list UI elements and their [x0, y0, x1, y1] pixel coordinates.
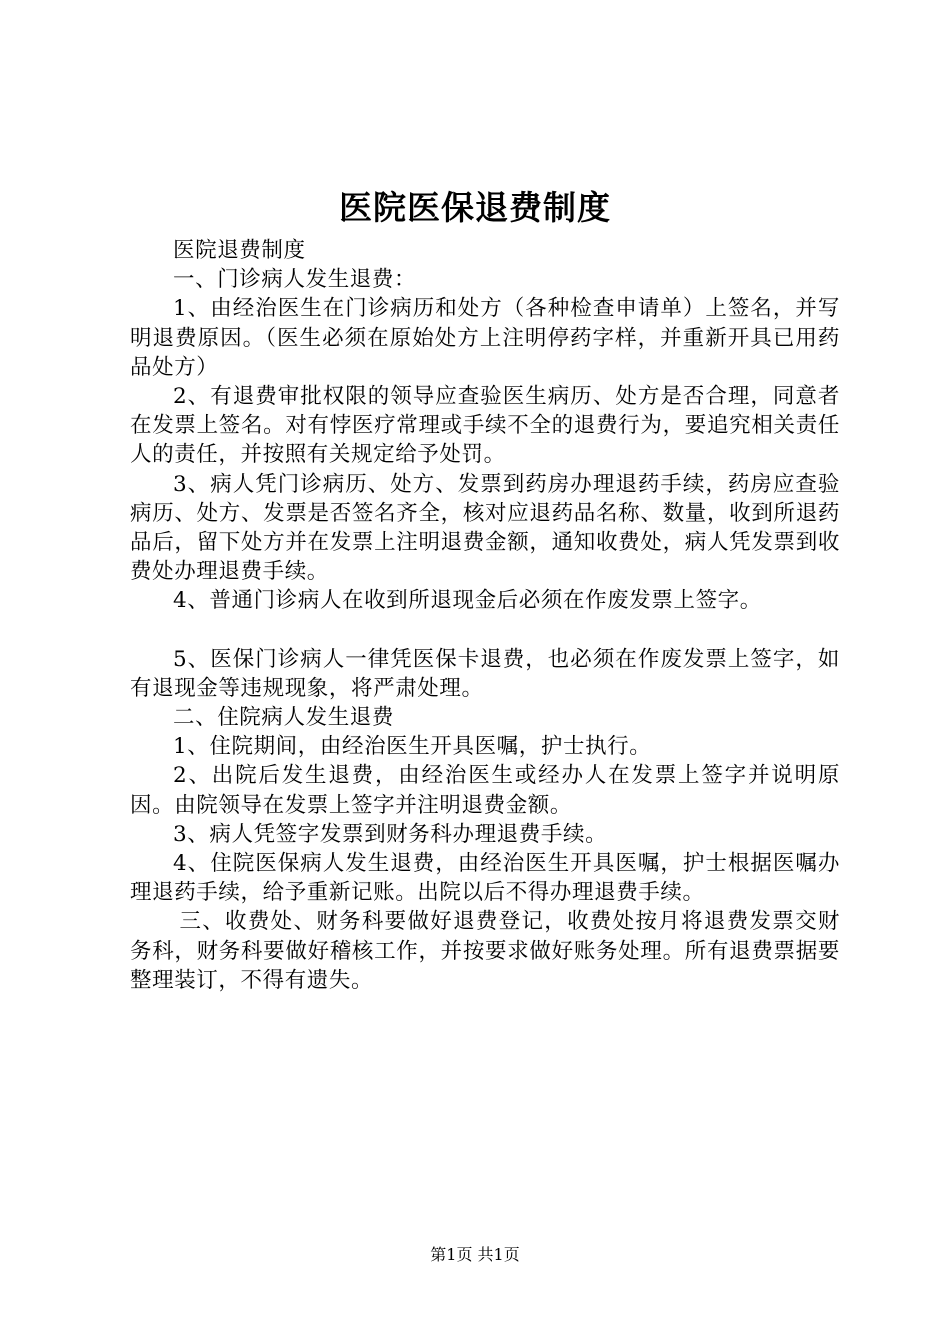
- section-heading-outpatient: 一、门诊病人发生退费：: [173, 267, 417, 293]
- paragraph-outpatient-4: 4、普通门诊病人在收到所退现金后必须在作废发票上签字。: [173, 588, 762, 614]
- document-title: 医院医保退费制度: [339, 188, 611, 227]
- section-heading-inpatient: 二、住院病人发生退费: [173, 705, 395, 731]
- page-footer: 第1页 共1页: [430, 1245, 520, 1264]
- paragraph-subtitle: 医院退费制度: [173, 238, 306, 263]
- section-heading-billing: 三、收费处、财务科要做好退费登记，收费处按月将退费发票交财务科，财务科要做好稽核工作，并按要求做好账务处理。所有退费票据要整理装订，不得有遗失。: [130, 909, 840, 993]
- document-body: [130, 236, 840, 995]
- paragraph-outpatient-3: 3、病人凭门诊病历、处方、发票到药房办理退药手续，药房应查验病历、处方、发票是否签名齐全，核对应退药品名称、数量，收到所退药品后，留下处方并在发票上注明退费金额，通知收费处，病人凭发票到收费处办理退费手续。: [130, 471, 840, 585]
- paragraph-inpatient-3: 3、病人凭签字发票到财务科办理退费手续。: [173, 821, 608, 847]
- paragraph-outpatient-5: 5、医保门诊病人一律凭医保卡退费，也必须在作废发票上签字，如有退现金等违规现象，将严肃处理。: [130, 646, 840, 701]
- paragraph-inpatient-1: 1、住院期间，由经治医生开具医嘱，护士执行。: [173, 734, 652, 760]
- paragraph-inpatient-2: 2、出院后发生退费，由经治医生或经办人在发票上签字并说明原因。由院领导在发票上签字并注明退费金额。: [130, 763, 840, 818]
- paragraph-outpatient-1: 1、由经治医生在门诊病历和处方（各种检查申请单）上签名，并写明退费原因。（医生必须在原始处方上注明停药字样，并重新开具已用药品处方）: [130, 296, 840, 380]
- paragraph-outpatient-2: 2、有退费审批权限的领导应查验医生病历、处方是否合理，同意者在发票上签名。对有悖医疗常理或手续不全的退费行为，要追究相关责任人的责任，并按照有关规定给予处罚。: [130, 384, 840, 468]
- paragraph-inpatient-4: 4、住院医保病人发生退费，由经治医生开具医嘱，护士根据医嘱办理退药手续，给予重新记账。出院以后不得办理退费手续。: [130, 851, 840, 906]
